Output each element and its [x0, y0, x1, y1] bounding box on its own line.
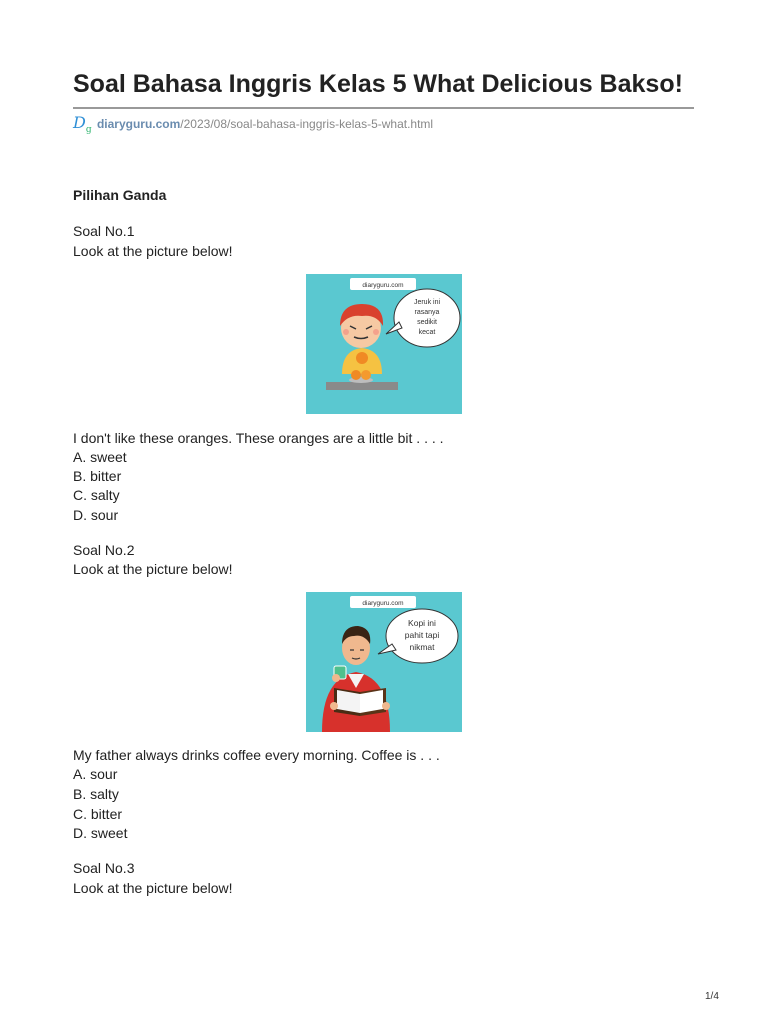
- watermark: diaryguru.com: [362, 600, 404, 607]
- page-number: 1/4: [705, 991, 719, 1002]
- question-1-option-c: C. salty: [73, 487, 120, 503]
- svg-text:Jeruk ini: Jeruk ini: [413, 299, 441, 306]
- svg-text:sedikit: sedikit: [417, 319, 437, 326]
- source-path[interactable]: /2023/08/soal-bahasa-inggris-kelas-5-what.html: [180, 117, 434, 131]
- question-2-option-c: C. bitter: [73, 806, 123, 822]
- question-3-number: Soal No.3: [73, 860, 135, 876]
- question-1-number: Soal No.1: [73, 223, 135, 239]
- question-1-option-b: B. bitter: [73, 468, 122, 484]
- question-2-option-b: B. salty: [73, 786, 119, 802]
- question-2-option-a: A. sour: [73, 766, 118, 782]
- question-1-option-a: A. sweet: [73, 449, 127, 465]
- question-1-text: I don't like these oranges. These oranges are a little bit . . . .: [73, 430, 444, 446]
- source-domain[interactable]: diaryguru.com: [96, 117, 181, 131]
- diaryguru-logo-icon: $D_g$: [73, 113, 92, 136]
- svg-text:kecat: kecat: [418, 329, 436, 336]
- question-2-text: My father always drinks coffee every morning. Coffee is . . .: [73, 747, 440, 763]
- svg-text:nikmat: nikmat: [409, 642, 435, 652]
- svg-text:pahit tapi: pahit tapi: [404, 630, 440, 640]
- title-divider: [73, 107, 694, 109]
- svg-text:Kopi ini: Kopi ini: [408, 618, 436, 628]
- question-2-instruction: Look at the picture below!: [73, 561, 233, 577]
- question-2-option-d: D. sweet: [73, 825, 128, 841]
- watermark: diaryguru.com: [362, 282, 404, 289]
- question-1-option-d: D. sour: [73, 507, 119, 523]
- question-3-instruction: Look at the picture below!: [73, 880, 233, 896]
- question-1-illustration: [306, 274, 462, 414]
- section-title: Pilihan Ganda: [73, 187, 167, 203]
- svg-text:rasanya: rasanya: [414, 309, 440, 316]
- question-1-instruction: Look at the picture below!: [73, 243, 233, 259]
- question-2-illustration: [306, 592, 462, 732]
- page-title: Soal Bahasa Inggris Kelas 5 What Delicious Bakso!: [73, 70, 683, 98]
- question-2-number: Soal No.2: [73, 542, 135, 558]
- source-link[interactable]: [73, 113, 433, 135]
